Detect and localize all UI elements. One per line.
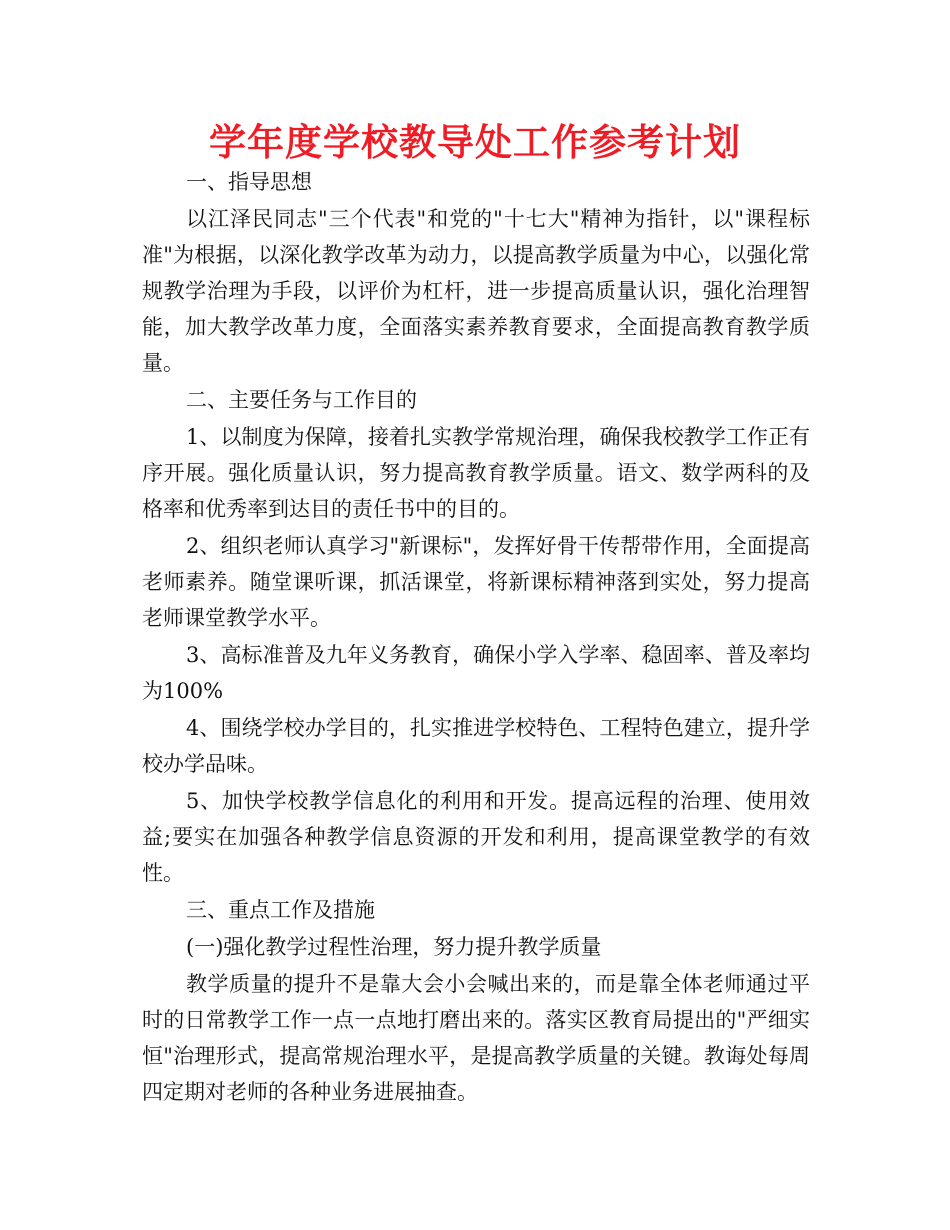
subheading-process-management: (一)强化教学过程性治理，努力提升教学质量 (186, 935, 602, 959)
paragraph-task-5: 5、加快学校教学信息化的利用和开发。提高远程的治理、使用效益;要实在加强各种教学信息资源的开发和利用，提高课堂教学的有效性。 (142, 789, 810, 885)
paragraph-teaching-quality: 教学质量的提升不是靠大会小会喊出来的，而是靠全体老师通过平时的日常教学工作一点一点地打磨出来的。落实区教育局提出的"严细实恒"治理形式，提高常规治理水平，是提高教学质量的关键。教诲处每周四定期对老师的各种业务进展抽查。 (142, 972, 810, 1104)
paragraph-task-1: 1、以制度为保障，接着扎实教学常规治理，确保我校教学工作正有序开展。强化质量认识，努力提高教育教学质量。语文、数学两科的及格率和优秀率到达目的责任书中的目的。 (142, 425, 810, 521)
paragraph-task-3: 3、高标准普及九年义务教育，确保小学入学率、稳固率、普及率均为100% (142, 643, 810, 703)
document-title: 学年度学校教导处工作参考计划 (209, 121, 741, 164)
heading-main-tasks: 二、主要任务与工作目的 (186, 388, 417, 412)
heading-guiding-ideology: 一、指导思想 (186, 170, 312, 194)
paragraph-task-4: 4、围绕学校办学目的，扎实推进学校特色、工程特色建立，提升学校办学品味。 (142, 716, 810, 776)
heading-key-work: 三、重点工作及措施 (186, 898, 375, 922)
paragraph-guiding-ideology: 以江泽民同志"三个代表"和党的"十七大"精神为指针，以"课程标准"为根据，以深化教学改革为动力，以提高教学质量为中心，以强化常规教学治理为手段，以评价为杠杆，进一步提高质量认识，强化治理智能，加大教学改革力度，全面落实素养教育要求，全面提高教育教学质量。 (142, 207, 810, 375)
paragraph-task-2: 2、组织老师认真学习"新课标"，发挥好骨干传帮带作用，全面提高老师素养。随堂课听课，抓活课堂，将新课标精神落到实处，努力提高老师课堂教学水平。 (142, 534, 810, 630)
document-body (142, 164, 810, 1111)
